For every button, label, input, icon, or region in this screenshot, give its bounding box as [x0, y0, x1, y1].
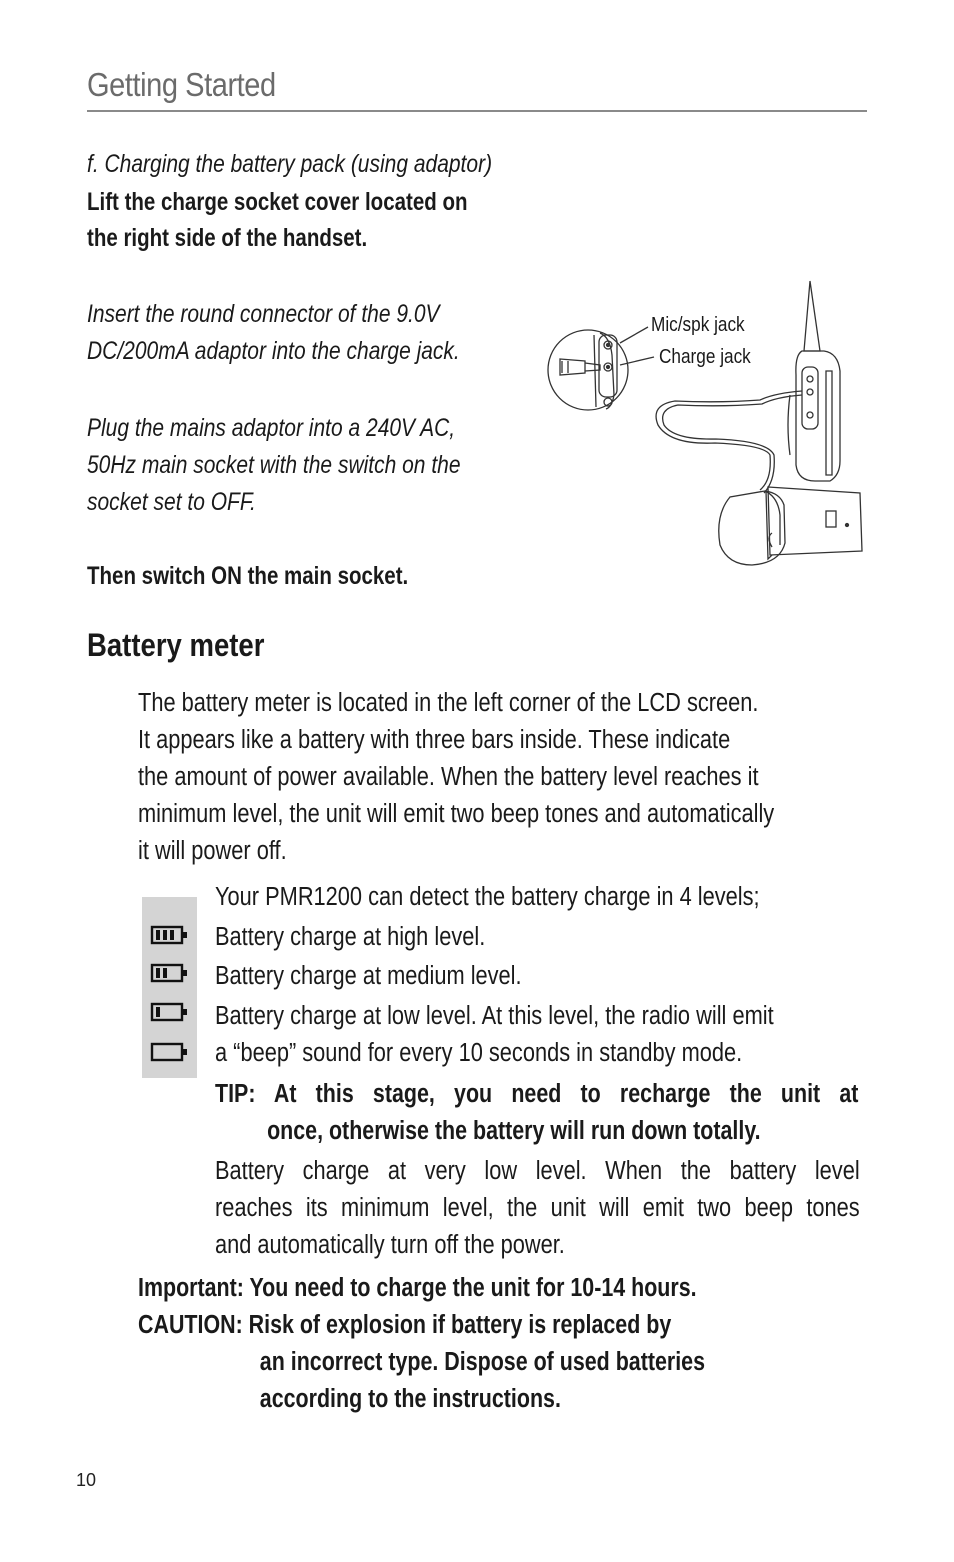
header-divider	[87, 110, 867, 112]
very-low-line: and automatically turn off the power.	[215, 1231, 565, 1259]
very-low-line: Battery charge at very low level. When the battery level	[215, 1157, 860, 1185]
charging-instruction	[87, 184, 467, 256]
caution-line: CAUTION: Risk of explosion if battery is replaced by	[138, 1311, 672, 1339]
description-line: minimum level, the unit will emit two beep tones and automatically	[138, 800, 775, 828]
plug-line: 50Hz main socket with the switch on the	[87, 451, 461, 479]
description-line: The battery meter is located in the left corner of the LCD screen.	[138, 689, 759, 717]
very-low-line: reaches its minimum level, the unit will emit two beep tones	[215, 1194, 860, 1222]
plug-line: Plug the mains adaptor into a 240V AC,	[87, 414, 456, 442]
battery-levels-list	[215, 878, 774, 1074]
instruction-line: the right side of the handset.	[87, 224, 368, 252]
insert-line: DC/200mA adaptor into the charge jack.	[87, 337, 460, 365]
battery-empty-icon	[150, 1041, 190, 1063]
level-medium-text: Battery charge at medium level.	[215, 962, 522, 990]
radio-handset-illustration	[788, 281, 840, 481]
caution-line: an incorrect type. Dispose of used batteries	[259, 1348, 705, 1376]
battery-meter-heading: Battery meter	[87, 627, 265, 663]
important-caution-block	[138, 1270, 705, 1418]
important-note: Important: You need to charge the unit for 10-14 hours.	[138, 1274, 697, 1302]
page-header-title: Getting Started	[87, 66, 276, 103]
level-high-text: Battery charge at high level.	[215, 922, 486, 951]
description-line: the amount of power available. When the battery level reaches it	[138, 763, 759, 791]
battery-meter-description	[138, 685, 774, 870]
tip-line: TIP: At this stage, you need to recharge the unit at	[215, 1080, 859, 1108]
level-low-text: a “beep” sound for every 10 seconds in standby mode.	[215, 1039, 743, 1067]
plug-adaptor-text	[87, 410, 461, 521]
description-line: It appears like a battery with three bars inside. These indicate	[138, 726, 731, 754]
tip-note	[215, 1076, 858, 1150]
page-number: 10	[76, 1470, 97, 1490]
caution-line: according to the instructions.	[259, 1385, 561, 1413]
level-very-low-text	[215, 1153, 860, 1264]
battery-one-bar-icon	[150, 1001, 190, 1023]
levels-intro: Your PMR1200 can detect the battery charge in 4 levels;	[215, 883, 760, 911]
jack-closeup-illustration	[548, 330, 628, 410]
level-low-text: Battery charge at low level. At this level, the radio will emit	[215, 1001, 774, 1030]
insert-line: Insert the round connector of the 9.0V	[87, 300, 440, 328]
mic-jack-label: Mic/spk jack	[651, 314, 745, 336]
insert-connector-text	[87, 296, 460, 370]
battery-three-bars-icon	[150, 924, 190, 946]
charge-jack-label: Charge jack	[659, 346, 751, 368]
plug-line: socket set to OFF.	[87, 488, 256, 516]
instruction-line: Lift the charge socket cover located on	[87, 188, 468, 216]
description-line: it will power off.	[138, 837, 287, 865]
switch-on-text: Then switch ON the main socket.	[87, 562, 409, 590]
battery-two-bars-icon	[150, 962, 190, 984]
charging-heading: f. Charging the battery pack (using adaptor)	[87, 150, 493, 178]
mains-plug-illustration	[719, 491, 785, 565]
tip-line: once, otherwise the battery will run down totally.	[267, 1117, 761, 1145]
